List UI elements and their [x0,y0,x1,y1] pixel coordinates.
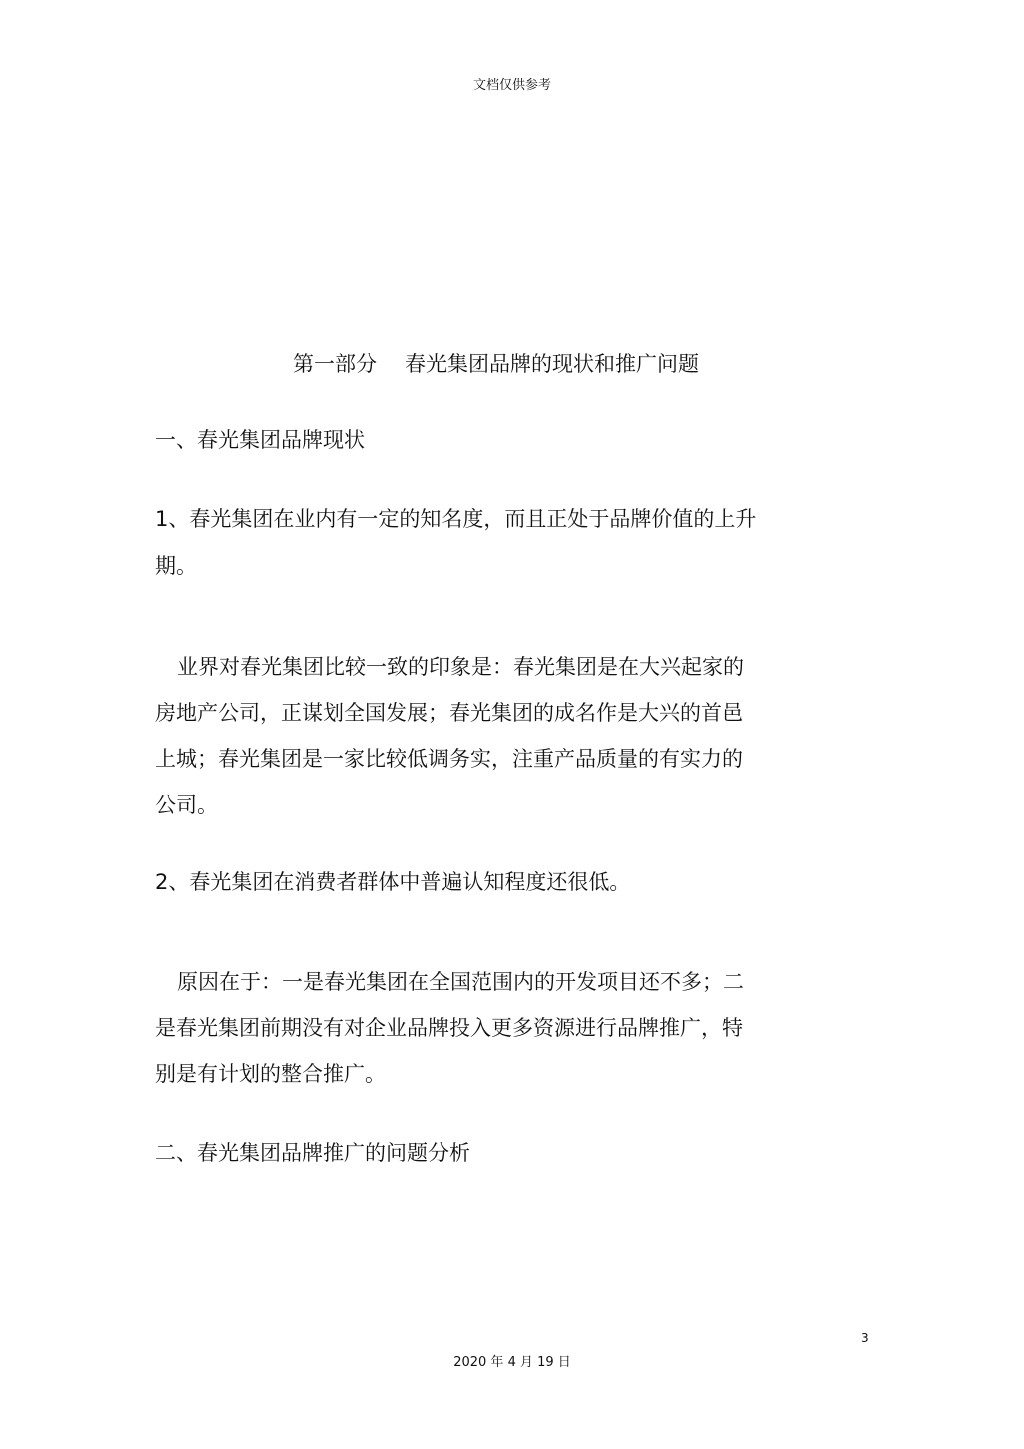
paragraph-1-line-3: 上城；春光集团是一家比较低调务实，注重产品质量的有实力的 [155,747,743,771]
paragraph-1-line-1: 业界对春光集团比较一致的印象是：春光集团是在大兴起家的 [177,655,744,679]
point-2: 2、春光集团在消费者群体中普遍认知程度还很低。 [155,870,631,894]
part-title [293,348,699,378]
paragraph-1-line-2: 房地产公司，正谋划全国发展；春光集团的成名作是大兴的首邑 [155,701,743,725]
part-subject: 春光集团品牌的现状和推广问题 [405,352,699,376]
paragraph-2-line-2: 是春光集团前期没有对企业品牌投入更多资源进行品牌推广，特 [155,1016,743,1040]
point-1 [155,496,795,590]
section-heading-1: 一、春光集团品牌现状 [155,428,365,452]
page-number: 3 [861,1331,869,1345]
point-1-line-2: 期。 [155,554,197,578]
page-header: 文档仅供参考 [472,78,551,93]
part-label: 第一部分 [293,352,377,376]
paragraph-2-line-3: 别是有计划的整合推广。 [155,1062,386,1086]
paragraph-1-line-4: 公司。 [155,793,218,817]
point-1-line-1: 1、春光集团在业内有一定的知名度，而且正处于品牌价值的上升 [155,507,757,531]
section-heading-2: 二、春光集团品牌推广的问题分析 [155,1141,470,1165]
page-footer-date: 2020 年 4 月 19 日 [453,1355,571,1370]
paragraph-2 [155,959,795,1097]
paragraph-2-line-1: 原因在于：一是春光集团在全国范围内的开发项目还不多；二 [177,970,744,994]
paragraph-1 [155,644,795,828]
